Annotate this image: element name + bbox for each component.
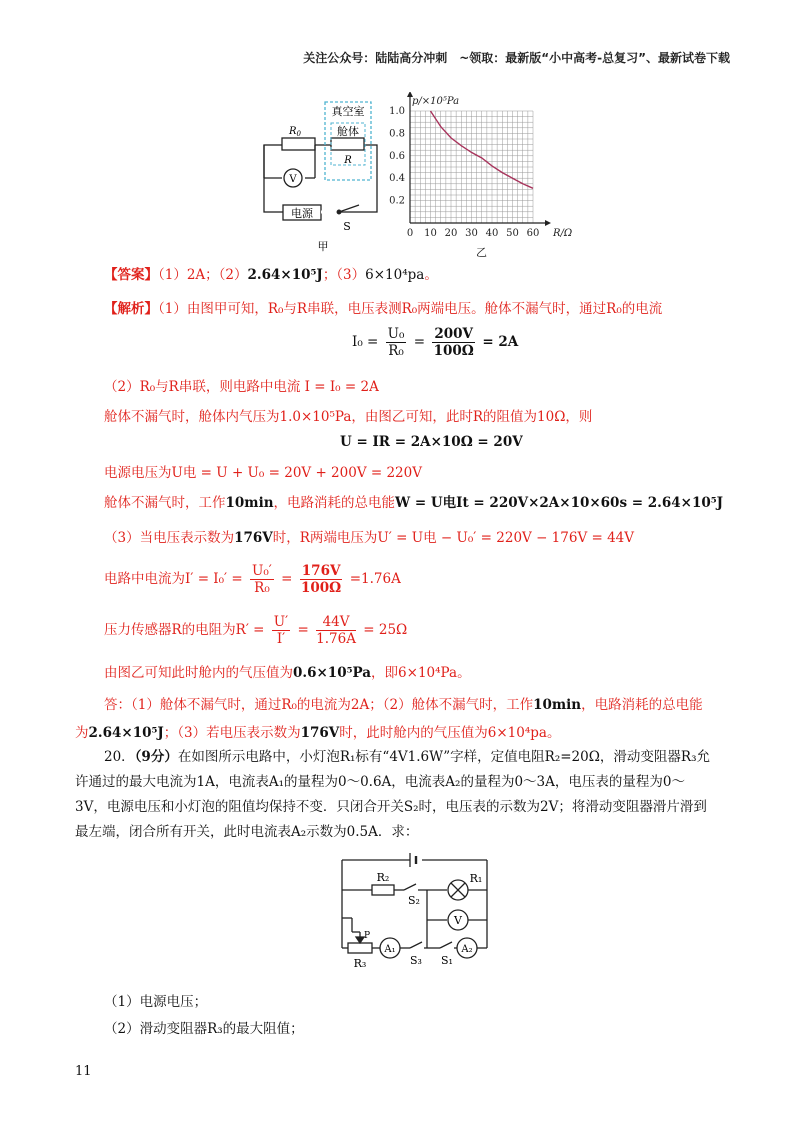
a2-label: A₂ xyxy=(461,944,473,955)
a1-label: A₁ xyxy=(384,944,396,955)
r0-sub: 0 xyxy=(296,130,301,138)
x-tick-label: 30 xyxy=(465,228,478,239)
vacuum-label: 真空室 xyxy=(331,105,365,118)
page-header: 关注公众号：陆陆高分冲刺 ~领取：最新版“小中高考-总复习”、最新试卷下载 xyxy=(303,51,730,65)
analysis-line-6: （3）当电压表示数为176V时，R两端电压为U′ = U电 − U₀′ = 220V − 176V = 44V xyxy=(104,530,635,546)
analysis-line-2: （2）R₀与R串联，则电路中电流 I = I₀ = 2A xyxy=(104,379,379,395)
answer-tag: 【答案】 xyxy=(104,267,158,283)
x-tick-label: 20 xyxy=(444,228,458,239)
y-axis-label: p/×10⁵Pa xyxy=(412,96,460,107)
analysis-line-10: 答：（1）舱体不漏气时，通过R₀的电流为2A；（2）舱体不漏气时，工作10min，电路消耗的总电能 xyxy=(104,697,703,713)
analysis-line-8: 压力传感器R的电阻为R′ = $\frac{U'}{I'}$ = $\frac{44V}{1.76A}$ = 25Ω xyxy=(104,614,408,647)
question-20: 20．（9分）在如图所示电路中，小灯泡R₁标有“4V1.6W”字样，定值电阻R₂=20Ω，滑动变阻器R₃允 许通过的最大电流为1A，电流表A₁的量程为0～0.6A，电流表A₂的量程为0～3A，电压表的量程为0～ 3V，电源电压和小灯泡的阻值均保持不变．只闭合开关S₂时，电压表的示数为2V；将滑动变阻器滑片滑到 最左端，闭合所有开关，此时电流表A₂示数为0.5A．求： xyxy=(75,749,710,840)
v-label: V xyxy=(454,914,462,927)
sub-question-1: （1）电源电压； xyxy=(104,994,208,1010)
analysis-line-4: 电源电压为U电 = U + U₀ = 20V + 200V = 220V xyxy=(104,465,422,481)
svg-text:R0 xyxy=(288,126,302,138)
sub-question-2: （2）滑动变阻器R₃的最大阻值； xyxy=(104,1021,304,1037)
r0-label: R xyxy=(289,126,297,137)
answer-line: 【答案】（1）2A；（2）2.64×10⁵J；（3）6×10⁴pa。 xyxy=(104,267,438,283)
y-tick-label: 0.4 xyxy=(389,173,405,185)
cabin-label: 舱体 xyxy=(337,125,359,138)
voltmeter-label: V xyxy=(289,174,297,185)
x-tick-label: 10 xyxy=(424,228,437,239)
s1-label: S₁ xyxy=(441,954,453,967)
equation-1: I₀ = $\frac{\text{U₀}}{\text{R₀}}$ = $\frac{200V}{100\Omega}$ = 2A xyxy=(352,326,519,359)
r1-label: R₁ xyxy=(469,872,483,885)
circuit-figure-q20 xyxy=(330,848,495,973)
r3-label: R₃ xyxy=(353,957,367,970)
equation-2: U = IR = 2A×10Ω = 20V xyxy=(340,434,523,450)
page-number: 11 xyxy=(75,1064,92,1079)
analysis-line-3: 舱体不漏气时，舱体内气压为1.0×10⁵Pa，由图乙可知，此时R的阻值为10Ω，则 xyxy=(104,409,593,425)
circuit-figure-jia xyxy=(255,95,395,255)
x-tick-label: 60 xyxy=(526,228,540,239)
x-axis-label: R/Ω xyxy=(553,228,573,239)
r-label: R xyxy=(344,155,352,166)
x-tick-label: 50 xyxy=(506,228,519,239)
analysis-line-1: 【解析】（1）由图甲可知，R₀与R串联，电压表测R₀两端电压。舱体不漏气时，通过R₀的电流 xyxy=(104,301,663,317)
y-tick-label: 0.6 xyxy=(389,150,405,162)
x-tick-label: 0 xyxy=(406,228,414,239)
p-label: P xyxy=(363,931,371,941)
analysis-line-9: 由图乙可知此时舱内的气压值为0.6×10⁵Pa，即6×10⁴Pa。 xyxy=(104,665,471,681)
x-axis-arrow xyxy=(545,220,551,226)
caption-yi: 乙 xyxy=(476,246,487,257)
power-label: 电源 xyxy=(291,207,313,220)
r2-label: R₂ xyxy=(376,871,390,884)
s3-label: S₃ xyxy=(410,954,422,967)
caption-jia: 甲 xyxy=(317,240,329,253)
analysis-line-11: 为2.64×10⁵J；（3）若电压表示数为176V时，此时舱内的气压值为6×10⁴pa。 xyxy=(75,725,561,741)
x-tick-label: 40 xyxy=(485,228,499,239)
y-tick-label: 1.0 xyxy=(389,106,405,117)
analysis-line-7: 电路中电流为I′ = I₀′ = $\frac{\text{U₀′}}{\text{R₀}}$ = $\frac{176V}{100\Omega}$ =1.76A xyxy=(104,563,401,596)
y-tick-label: 0.8 xyxy=(389,128,405,140)
pressure-resistance-chart xyxy=(380,92,580,257)
analysis-line-5: 舱体不漏气时，工作10min，电路消耗的总电能W = U电It = 220V×2A×10×60s = 2.64×10⁵J xyxy=(104,495,724,511)
y-tick-label: 0.2 xyxy=(389,195,405,207)
s2-label: S₂ xyxy=(408,894,420,907)
switch-label: S xyxy=(343,220,351,233)
